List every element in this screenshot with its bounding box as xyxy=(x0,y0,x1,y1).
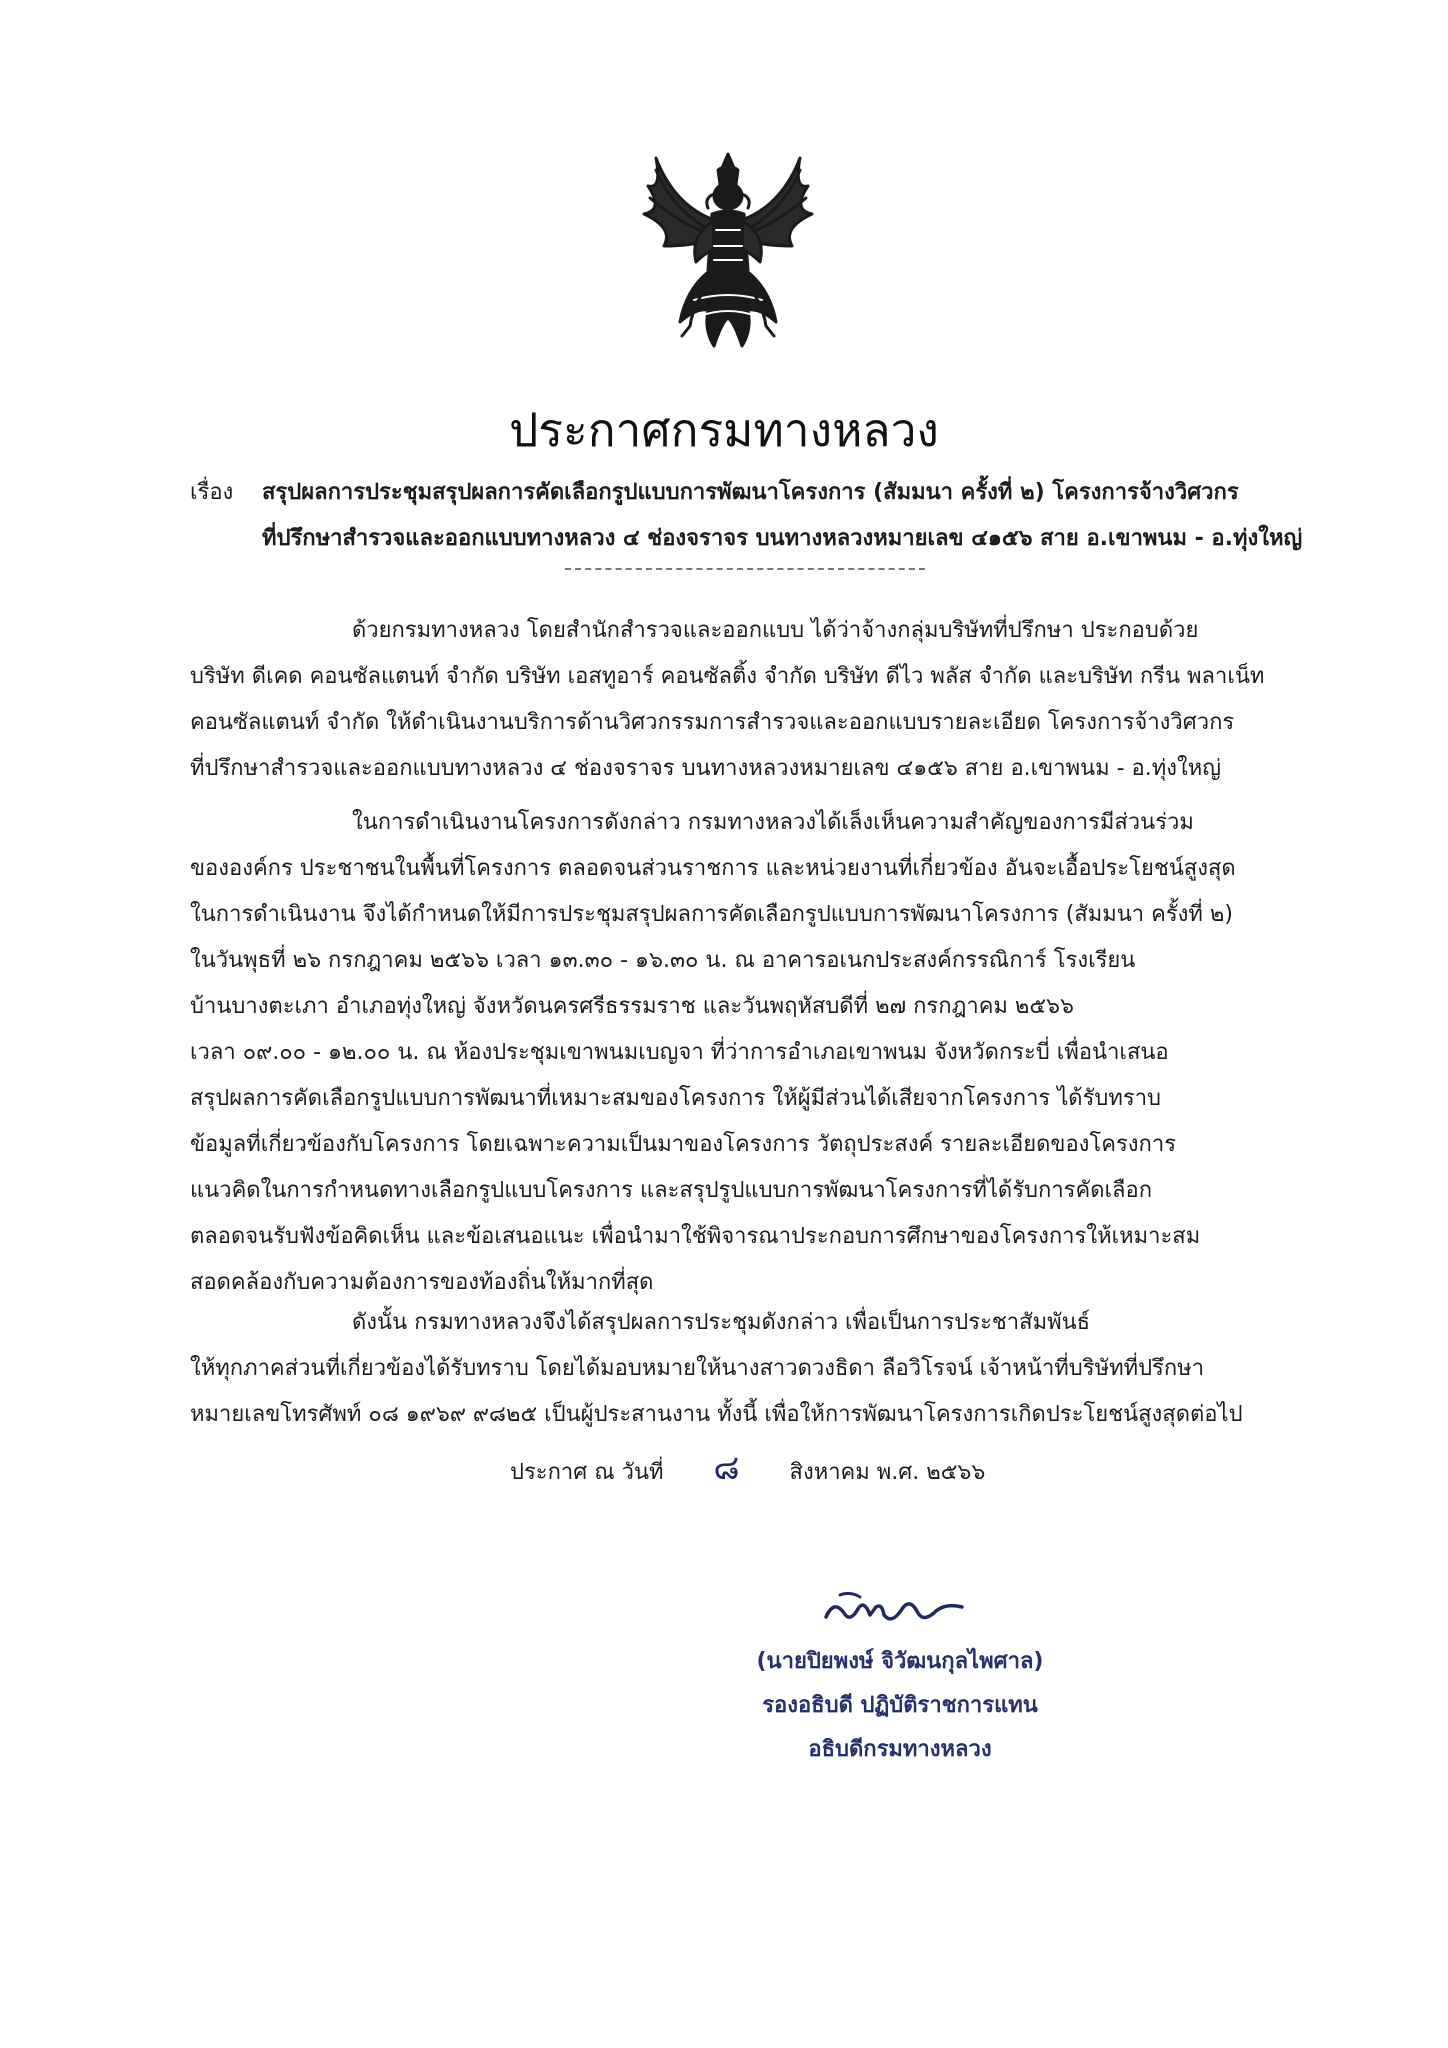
signer-name: (นายปิยพงษ์ จิวัฒนกุลไพศาล) xyxy=(756,1649,1044,1674)
text-line: ให้ทุกภาคส่วนที่เกี่ยวข้องได้รับทราบ โดยได้มอบหมายให้นางสาวดวงธิดา ลือวิโรจน์ เจ้าหน้าที่บริษัทที่ปรึกษา xyxy=(190,1356,1205,1381)
text-line: ด้วยกรมทางหลวง โดยสำนักสำรวจและออกแบบ ได้ว่าจ้างกลุ่มบริษัทที่ปรึกษา ประกอบด้วย xyxy=(352,618,1199,643)
text-line: หมายเลขโทรศัพท์ ๐๘ ๑๙๖๙ ๙๘๒๕ เป็นผู้ประสานงาน ทั้งนี้ เพื่อให้การพัฒนาโครงการเกิดประโยชน์สูงสุดต่อไป xyxy=(190,1402,1243,1427)
text-line: บริษัท ดีเคด คอนซัลแตนท์ จำกัด บริษัท เอสทูอาร์ คอนซัลติ้ง จำกัด บริษัท ดีไว พลัส จำกัด และบริษัท กรีน พลาเน็ท xyxy=(190,664,1265,689)
text-line: เวลา ๐๙.๐๐ - ๑๒.๐๐ น. ณ ห้องประชุมเขาพนมเบญจา ที่ว่าการอำเภอเขาพนม จังหวัดกระบี่ เพื่อนำเสนอ xyxy=(190,1040,1169,1065)
text-line: ที่ปรึกษาสำรวจและออกแบบทางหลวง ๔ ช่องจราจร บนทางหลวงหมายเลข ๔๑๕๖ สาย อ.เขาพนม - อ.ทุ่งใหญ่ xyxy=(190,756,1221,781)
garuda-emblem-icon xyxy=(634,150,822,350)
divider xyxy=(565,568,925,570)
text-line: ดังนั้น กรมทางหลวงจึงได้สรุปผลการประชุมดังกล่าว เพื่อเป็นการประชาสัมพันธ์ xyxy=(352,1310,1091,1335)
text-line: ขององค์กร ประชาชนในพื้นที่โครงการ ตลอดจนส่วนราชการ และหน่วยงานที่เกี่ยวข้อง อันจะเอื้อประโยชน์สูงสุด xyxy=(190,856,1236,881)
text-line: แนวคิดในการกำหนดทางเลือกรูปแบบโครงการ และสรุปรูปแบบการพัฒนาโครงการที่ได้รับการคัดเลือก xyxy=(190,1178,1153,1203)
subject-label: เรื่อง xyxy=(190,480,234,505)
handwritten-signature-icon xyxy=(820,1585,970,1635)
subject-line: ที่ปรึกษาสำรวจและออกแบบทางหลวง ๔ ช่องจราจร บนทางหลวงหมายเลข ๔๑๕๖ สาย อ.เขาพนม - อ.ทุ่งใหญ่ xyxy=(262,526,1303,551)
subject-line: สรุปผลการประชุมสรุปผลการคัดเลือกรูปแบบการพัฒนาโครงการ (สัมมนา ครั้งที่ ๒) โครงการจ้างวิศวกร xyxy=(262,480,1239,505)
date-day-handwritten: ๘ xyxy=(713,1448,740,1488)
signer-position: รองอธิบดี ปฏิบัติราชการแทน xyxy=(762,1693,1038,1718)
paragraph-conclusion xyxy=(190,1300,1330,1438)
paragraph-intro xyxy=(190,608,1330,792)
page-title: ประกาศกรมทางหลวง xyxy=(509,403,939,457)
date-month-year: สิงหาคม พ.ศ. ๒๕๖๖ xyxy=(789,1460,986,1485)
text-line: ข้อมูลที่เกี่ยวข้องกับโครงการ โดยเฉพาะความเป็นมาของโครงการ วัตถุประสงค์ รายละเอียดของโครงการ xyxy=(190,1132,1177,1157)
signer-position: อธิบดีกรมทางหลวง xyxy=(808,1737,992,1762)
paragraph-meeting xyxy=(190,800,1330,1306)
text-line: สอดคล้องกับความต้องการของท้องถิ่นให้มากที่สุด xyxy=(190,1270,654,1295)
text-line: ในวันพุธที่ ๒๖ กรกฎาคม ๒๕๖๖ เวลา ๑๓.๓๐ - ๑๖.๓๐ น. ณ อาคารอเนกประสงค์กรรณิการ์ โรงเรียน xyxy=(190,948,1136,973)
subject-block xyxy=(190,470,1330,562)
date-prefix: ประกาศ ณ วันที่ xyxy=(510,1460,664,1485)
announcement-date xyxy=(510,1448,985,1493)
text-line: คอนซัลแตนท์ จำกัด ให้ดำเนินงานบริการด้านวิศวกรรมการสำรวจและออกแบบรายละเอียด โครงการจ้างวิศวกร xyxy=(190,710,1235,735)
text-line: บ้านบางตะเภา อำเภอทุ่งใหญ่ จังหวัดนครศรีธรรมราช และวันพฤหัสบดีที่ ๒๗ กรกฎาคม ๒๕๖๖ xyxy=(190,994,1074,1019)
text-line: ในการดำเนินงาน จึงได้กำหนดให้มีการประชุมสรุปผลการคัดเลือกรูปแบบการพัฒนาโครงการ (สัมมนา ครั้งที่ ๒) xyxy=(190,902,1233,927)
text-line: ตลอดจนรับฟังข้อคิดเห็น และข้อเสนอแนะ เพื่อนำมาใช้พิจารณาประกอบการศึกษาของโครงการให้เหมาะสม xyxy=(190,1224,1201,1249)
text-line: ในการดำเนินงานโครงการดังกล่าว กรมทางหลวงได้เล็งเห็นความสำคัญของการมีส่วนร่วม xyxy=(352,810,1194,835)
text-line: สรุปผลการคัดเลือกรูปแบบการพัฒนาที่เหมาะสมของโครงการ ให้ผู้มีส่วนได้เสียจากโครงการ ได้รับทราบ xyxy=(190,1086,1162,1111)
